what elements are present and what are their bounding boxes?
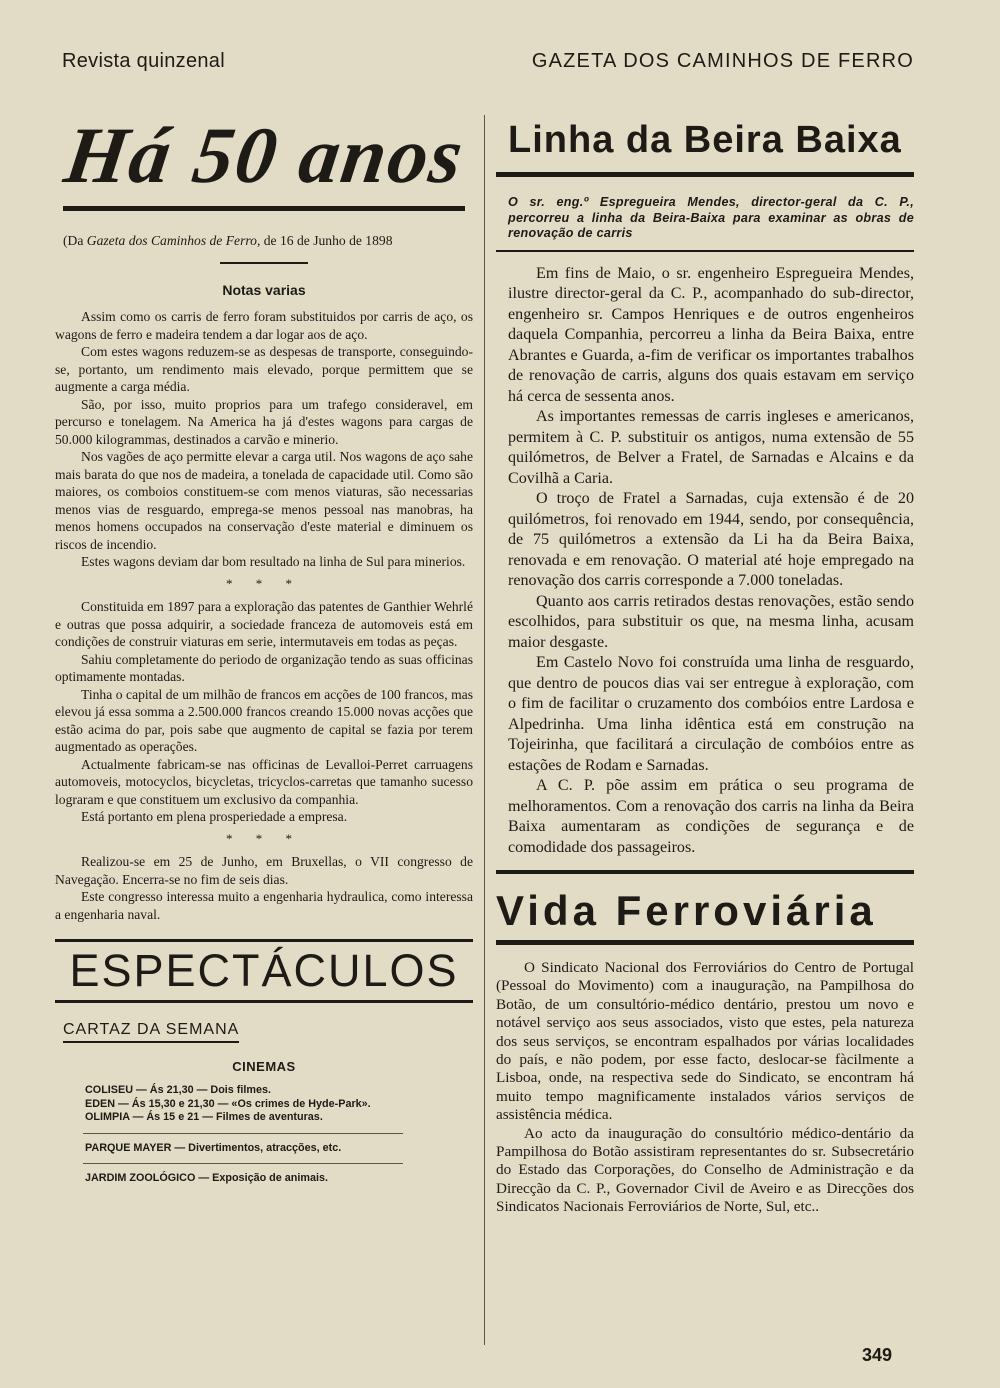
listing-separator bbox=[83, 1133, 403, 1134]
article-paragraph: A C. P. põe assim em prática o seu programa de melhoramentos. Com a renovação dos carris na linha da Beira Baixa aumentaram as condições de segurança e de comodidade dos passageiros. bbox=[508, 777, 914, 856]
section-separator: * * * bbox=[226, 575, 302, 591]
source-note-prefix: (Da bbox=[63, 233, 87, 248]
note-paragraph: Estes wagons deviam dar bom resultado na linha de Sul para minerios. bbox=[81, 554, 466, 569]
note-paragraph: Sahiu completamente do periodo de organização tendo as suas officinas optimamente montadas. bbox=[55, 651, 473, 684]
source-note-suffix: , de 16 de Junho de 1898 bbox=[256, 233, 393, 248]
note-paragraph: Tinha o capital de um milhão de francos em acções de 100 francos, mas elevou já essa somma a 2.500.000 francos creando 15.000 novas acções que estão acima do par, pois sabe que augmento de capital se fazia por terem augmentado as operações. bbox=[55, 686, 473, 754]
left-column bbox=[55, 108, 473, 1186]
vida-rule-top bbox=[496, 870, 914, 874]
lead-rule bbox=[496, 250, 914, 252]
note-paragraph: Assim como os carris de ferro foram substituidos por carris de aço, os wagons de ferro e madeira tendem a dar logar aos de aço. bbox=[55, 309, 473, 342]
cinema-listing: COLISEU — Ás 21,30 — Dois filmes. bbox=[85, 1084, 272, 1096]
cartaz-heading: CARTAZ DA SEMANA bbox=[63, 1021, 239, 1043]
espectaculos-rule-bottom bbox=[55, 1000, 473, 1003]
beira-body bbox=[508, 264, 914, 859]
article-paragraph: Quanto aos carris retirados destas renovações, estão sendo escolhidos, para substituir os que, na mesma linha, acusam maior desgaste. bbox=[508, 592, 914, 651]
note-paragraph: Realizou-se em 25 de Junho, em Bruxellas, o VII congresso de Navegação. Encerra-se no fim de seis dias. bbox=[55, 854, 473, 887]
ha-50-anos-title: Há 50 anos bbox=[59, 112, 470, 200]
notas-varias-text bbox=[55, 308, 473, 923]
notas-varias-heading: Notas varias bbox=[55, 262, 473, 298]
source-note bbox=[63, 233, 473, 249]
note-paragraph: Este congresso interessa muito a engenharia hydraulica, como interessa a engenharia naval. bbox=[55, 889, 473, 922]
running-header-left: Revista quinzenal bbox=[62, 50, 225, 72]
espectaculos-title: ESPECTÁCULOS bbox=[69, 945, 459, 996]
source-publication: Gazeta dos Caminhos de Ferro bbox=[86, 233, 257, 248]
right-column bbox=[496, 108, 914, 1217]
vida-body bbox=[496, 959, 914, 1217]
cinemas-heading: CINEMAS bbox=[232, 1059, 296, 1074]
article-paragraph: As importantes remessas de carris ingleses e americanos, permitem à C. P. substituir os antigos, numa extensão de 55 quilómetros, de Belver a Fratel, de Sarnadas e Alcains e da Covilhã a Caria. bbox=[508, 408, 914, 487]
article-paragraph: O Sindicato Nacional dos Ferroviários do Centro de Portugal (Pessoal do Movimento) com a inauguração, na Pampilhosa do Botão, de um consultório-médico dentário, prestou um novo e notável serviço aos seus associados, visto que estes, pela natureza dos seus serviços, se encontram espalhados por várias localidades do país, e não podem, por esse facto, deslocar-se fàcilmente a Lisboa, onde, na respectiva sede do Sindicato, se encontram há muito tempo magnificamente instalados vários serviços de assistência médica. bbox=[496, 959, 914, 1124]
section-separator: * * * bbox=[226, 830, 302, 846]
note-paragraph: Constituida em 1897 para a exploração das patentes de Ganthier Wehrlé e outras que possa adquirir, a sociedade franceza de automoveis está em condições de construir viaturas em serie, intermutaveis em todas as peças. bbox=[55, 599, 473, 649]
beira-title-rule bbox=[496, 172, 914, 177]
article-paragraph: Ao acto da inauguração do consultório médico-dentário da Pampilhosa do Botão assistiram representantes do sr. Subsecretário do Estado das Corporações, do Conselho de Administração e da Direcção da C. P., Governador Civil de Aveiro e as Direcções dos Sindicatos Nacionais Ferroviários de Norte, Sul, etc.. bbox=[496, 1124, 914, 1216]
note-paragraph: Actualmente fabricam-se nas officinas de Levalloi-Perret carruagens automoveis, motocyclos, bicycletas, tricyclos-carretas que tamanho sucesso lograram e que constituem um exclusivo da companhia. bbox=[55, 756, 473, 807]
note-paragraph: Nos vagões de aço permitte elevar a carga util. Nos wagons de aço sahe mais barata do que nos de madeira, a tonelada de capacidade util. Como são maiores, os comboios constituem-se com menos viaturas, são necessarias menos vias de resguardo, emprega-se menos pessoal nas manobras, ha menos homens occupados na conservação d'este material e diminuem os riscos de incendio. bbox=[55, 449, 473, 552]
cinema-listing: EDEN — Ás 15,30 e 21,30 — «Os crimes de Hyde-Park». bbox=[85, 1097, 371, 1110]
note-paragraph: Está portanto em plena prosperiedade a empresa. bbox=[81, 809, 348, 824]
article-paragraph: O troço de Fratel a Sarnadas, cuja extensão é de 20 quilómetros, foi renovado em 1944, sendo, por consequência, de 75 quilómetros a extensão da Li ha da Beira Baixa, renovada e em renovação. O material até hoje empregado na renovação dos carris corresponde a 7.000 toneladas. bbox=[508, 490, 914, 589]
vida-rule-bottom bbox=[496, 940, 914, 945]
note-paragraph: Com estes wagons reduzem-se as despesas de transporte, conseguindo-se, portanto, um rendimento mais elevado, porque permittem que se augmente a carga média. bbox=[55, 344, 473, 394]
column-divider bbox=[484, 115, 485, 1345]
vida-ferroviaria-title: Vida Ferroviária bbox=[496, 887, 877, 934]
listing-separator bbox=[83, 1163, 403, 1164]
title-rule bbox=[63, 206, 465, 211]
beira-lead: O sr. eng.º Espregueira Mendes, director-geral da C. P., percorreu a linha da Beira-Baixa para examinar as obras de renovação de carris bbox=[508, 195, 914, 240]
running-header-right: GAZETA DOS CAMINHOS DE FERRO bbox=[531, 50, 914, 72]
page-number: 349 bbox=[862, 1345, 893, 1365]
beira-baixa-title: Linha da Beira Baixa bbox=[508, 119, 902, 161]
article-paragraph: Em fins de Maio, o sr. engenheiro Espregueira Mendes, ilustre director-geral da C. P., acompanhado do sub-director, engenheiro sr. Campos Henriques e de outros engenheiros daquela Companhia, percorreu a linha da Beira Baixa, entre Abrantes e Guarda, a-fim de verificar os importantes trabalhos de renovação de carris, alguns dos quais estavam em serviço há cerca de sessenta anos. bbox=[508, 264, 914, 405]
cinema-listing: OLIMPIA — Ás 15 e 21 — Filmes de aventuras. bbox=[85, 1111, 323, 1123]
article-paragraph: Em Castelo Novo foi construída uma linha de resguardo, que dentro de poucos dias vai ser entregue à exploração, com o fim de facilitar o cruzamento dos combóios entre Lardosa e Alpedrinha. Uma linha idêntica está em construção na Tojeirinha, que facilitará a circulação de combóios entre as estações de Rodam e Sarnadas. bbox=[508, 654, 914, 774]
jardim-zoologico-listing: JARDIM ZOOLÓGICO — Exposição de animais. bbox=[85, 1172, 328, 1184]
note-paragraph: São, por isso, muito proprios para um trafego consideravel, em percurso e tonelagem. Na America ha já d'estes wagons para cargas de 50.000 kilogrammas, destinados a carvão e minerio. bbox=[55, 396, 473, 447]
parque-mayer-listing: PARQUE MAYER — Divertimentos, atracções, etc. bbox=[85, 1141, 342, 1154]
